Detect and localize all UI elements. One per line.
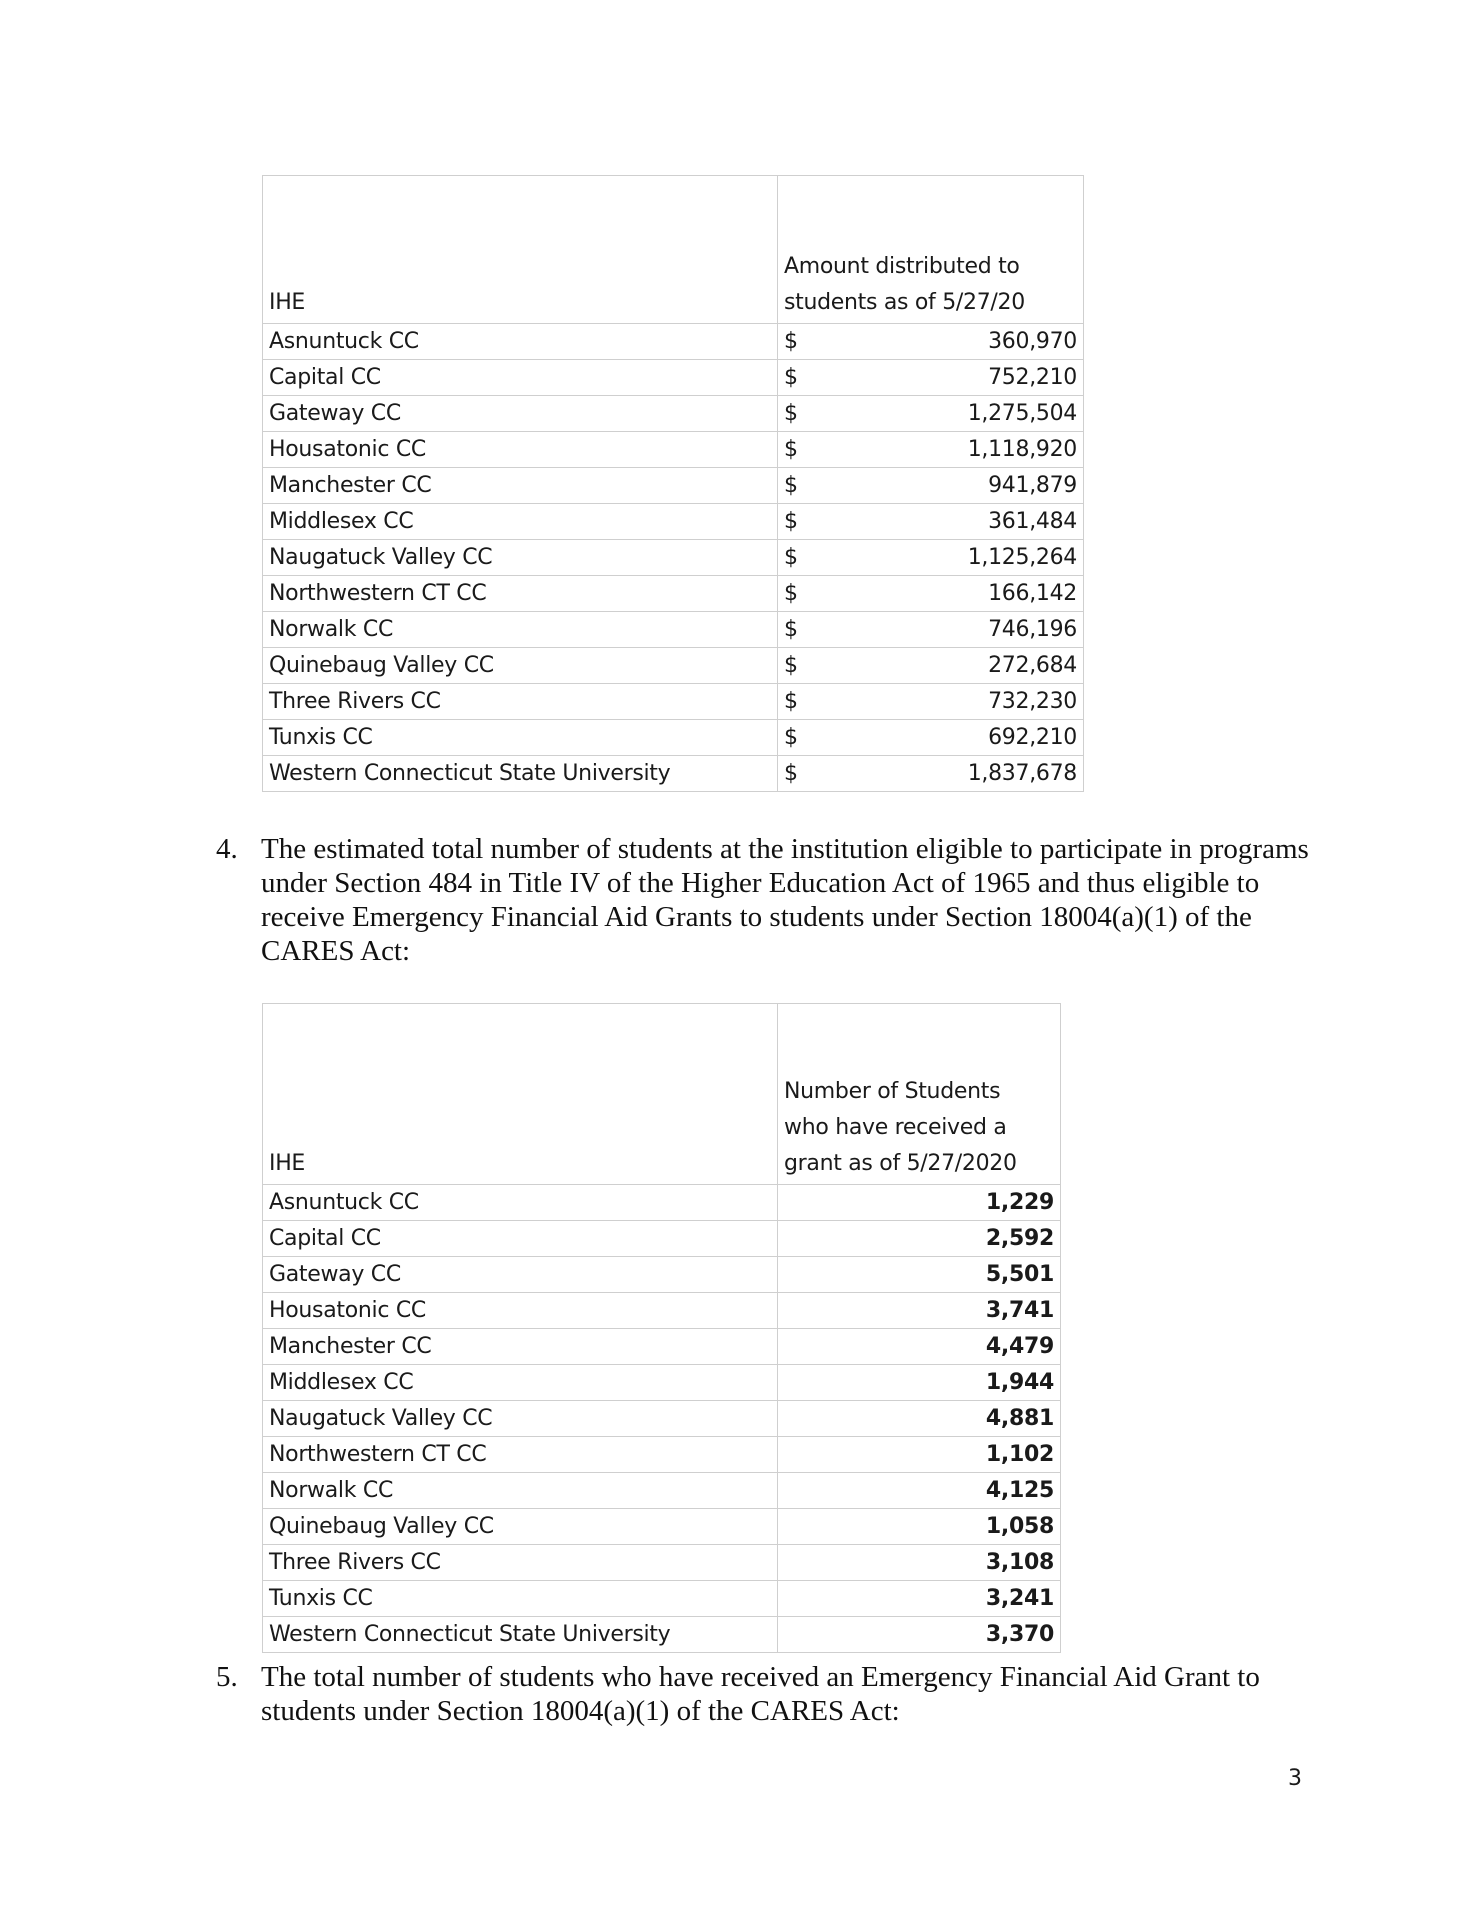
amount-number: 360,970 [988,329,1077,354]
ihe-name-cell: Capital CC [263,360,778,396]
table-row [263,1329,1061,1365]
student-count-cell: 1,058 [778,1509,1061,1545]
currency-symbol: $ [784,581,798,606]
student-count-cell: 3,741 [778,1293,1061,1329]
ihe-name-cell: Three Rivers CC [263,684,778,720]
ihe-name-cell: Quinebaug Valley CC [263,1509,778,1545]
amount-cell [778,612,1084,648]
amount-number: 941,879 [988,473,1077,498]
table-row [263,1365,1061,1401]
table-row [263,1257,1061,1293]
table-row [263,1437,1061,1473]
currency-symbol: $ [784,689,798,714]
amount-cell [778,648,1084,684]
header-ihe: IHE [263,1004,778,1185]
ihe-name-cell: Northwestern CT CC [263,1437,778,1473]
amount-table-body [263,176,1084,792]
ihe-name-cell: Western Connecticut State University [263,1617,778,1653]
table-row [263,720,1084,756]
currency-symbol: $ [784,401,798,426]
ihe-name-cell: Naugatuck Valley CC [263,1401,778,1437]
student-count-cell: 3,370 [778,1617,1061,1653]
currency-symbol: $ [784,725,798,750]
header-count-line1: Number of Students [784,1079,1001,1104]
list-item-text: The estimated total number of students at the institution eligible to participate in programs under Section 484 in Title IV of the Higher Education Act of 1965 and thus eligible to receive Emergency Financial Aid Grants to students under Section 18004(a)(1) of the CARES Act: [261,833,1309,967]
list-item-4 [216,832,1326,968]
ihe-name-cell: Housatonic CC [263,432,778,468]
amount-value [784,761,1077,786]
amount-number: 1,118,920 [967,437,1077,462]
list-marker: 4. [216,833,238,865]
ihe-name-cell: Western Connecticut State University [263,756,778,792]
table-row [263,360,1084,396]
student-count-cell: 3,241 [778,1581,1061,1617]
amount-cell [778,468,1084,504]
list-marker: 5. [216,1661,238,1693]
header-count-line3: grant as of 5/27/2020 [784,1151,1017,1176]
table-row [263,540,1084,576]
student-count-cell: 2,592 [778,1221,1061,1257]
ihe-name-cell: Middlesex CC [263,504,778,540]
amount-number: 1,125,264 [967,545,1077,570]
ihe-name-cell: Tunxis CC [263,720,778,756]
list-item-5 [216,1660,1326,1728]
student-count-cell: 1,229 [778,1185,1061,1221]
header-amount-line2: students as of 5/27/20 [784,290,1025,315]
ihe-name-cell: Asnuntuck CC [263,1185,778,1221]
ihe-name-cell: Tunxis CC [263,1581,778,1617]
ihe-name-cell: Manchester CC [263,1329,778,1365]
amount-cell [778,396,1084,432]
amount-number: 1,837,678 [967,761,1077,786]
ihe-name-cell: Quinebaug Valley CC [263,648,778,684]
amount-cell [778,540,1084,576]
table-row [263,324,1084,360]
currency-symbol: $ [784,617,798,642]
table-row [263,504,1084,540]
amount-value [784,617,1077,642]
amount-number: 752,210 [988,365,1077,390]
table-row [263,1401,1061,1437]
amount-cell [778,504,1084,540]
amount-cell [778,576,1084,612]
ihe-name-cell: Gateway CC [263,1257,778,1293]
table-row [263,1545,1061,1581]
student-count-cell: 3,108 [778,1545,1061,1581]
header-ihe: IHE [263,176,778,324]
table-row [263,684,1084,720]
header-count [778,1004,1061,1185]
amount-value [784,545,1077,570]
currency-symbol: $ [784,473,798,498]
amount-number: 1,275,504 [967,401,1077,426]
amount-cell [778,324,1084,360]
ihe-name-cell: Naugatuck Valley CC [263,540,778,576]
students-table-body [263,1004,1061,1653]
amount-number: 166,142 [988,581,1077,606]
amount-value [784,437,1077,462]
page-number: 3 [1288,1766,1302,1791]
list-item-text: The total number of students who have received an Emergency Financial Aid Grant to students under Section 18004(a)(1) of the CARES Act: [261,1661,1260,1727]
table-row [263,1185,1061,1221]
amount-number: 746,196 [988,617,1077,642]
amount-cell [778,756,1084,792]
ihe-name-cell: Northwestern CT CC [263,576,778,612]
student-count-cell: 5,501 [778,1257,1061,1293]
amount-value [784,329,1077,354]
amount-value [784,689,1077,714]
header-count-line2: who have received a [784,1115,1007,1140]
amount-value [784,509,1077,534]
ihe-name-cell: Middlesex CC [263,1365,778,1401]
currency-symbol: $ [784,509,798,534]
currency-symbol: $ [784,329,798,354]
amount-table-header-row [263,176,1084,324]
amount-value [784,401,1077,426]
amount-number: 272,684 [988,653,1077,678]
table-row [263,1509,1061,1545]
table-row [263,648,1084,684]
ihe-name-cell: Manchester CC [263,468,778,504]
ihe-name-cell: Norwalk CC [263,612,778,648]
table-row [263,1473,1061,1509]
table-row [263,756,1084,792]
table-row [263,432,1084,468]
student-count-cell: 4,881 [778,1401,1061,1437]
ihe-name-cell: Asnuntuck CC [263,324,778,360]
student-count-cell: 4,479 [778,1329,1061,1365]
student-count-cell: 1,944 [778,1365,1061,1401]
amount-value [784,653,1077,678]
amount-value [784,473,1077,498]
table-row [263,1617,1061,1653]
student-count-cell: 4,125 [778,1473,1061,1509]
table-row [263,612,1084,648]
amount-value [784,365,1077,390]
header-amount [778,176,1084,324]
currency-symbol: $ [784,365,798,390]
amount-distributed-table [262,175,1084,792]
amount-cell [778,684,1084,720]
table-row [263,1221,1061,1257]
amount-number: 732,230 [988,689,1077,714]
ihe-name-cell: Gateway CC [263,396,778,432]
header-amount-line1: Amount distributed to [784,254,1020,279]
table-row [263,1581,1061,1617]
currency-symbol: $ [784,761,798,786]
ihe-name-cell: Norwalk CC [263,1473,778,1509]
table-row [263,396,1084,432]
currency-symbol: $ [784,545,798,570]
currency-symbol: $ [784,437,798,462]
amount-number: 692,210 [988,725,1077,750]
ihe-name-cell: Capital CC [263,1221,778,1257]
amount-value [784,725,1077,750]
student-count-cell: 1,102 [778,1437,1061,1473]
table-row [263,576,1084,612]
ihe-name-cell: Three Rivers CC [263,1545,778,1581]
students-received-grant-table [262,1003,1061,1653]
amount-cell [778,432,1084,468]
amount-cell [778,720,1084,756]
ihe-name-cell: Housatonic CC [263,1293,778,1329]
amount-value [784,581,1077,606]
table-row [263,468,1084,504]
currency-symbol: $ [784,653,798,678]
amount-cell [778,360,1084,396]
table-row [263,1293,1061,1329]
students-table-header-row [263,1004,1061,1185]
amount-number: 361,484 [988,509,1077,534]
